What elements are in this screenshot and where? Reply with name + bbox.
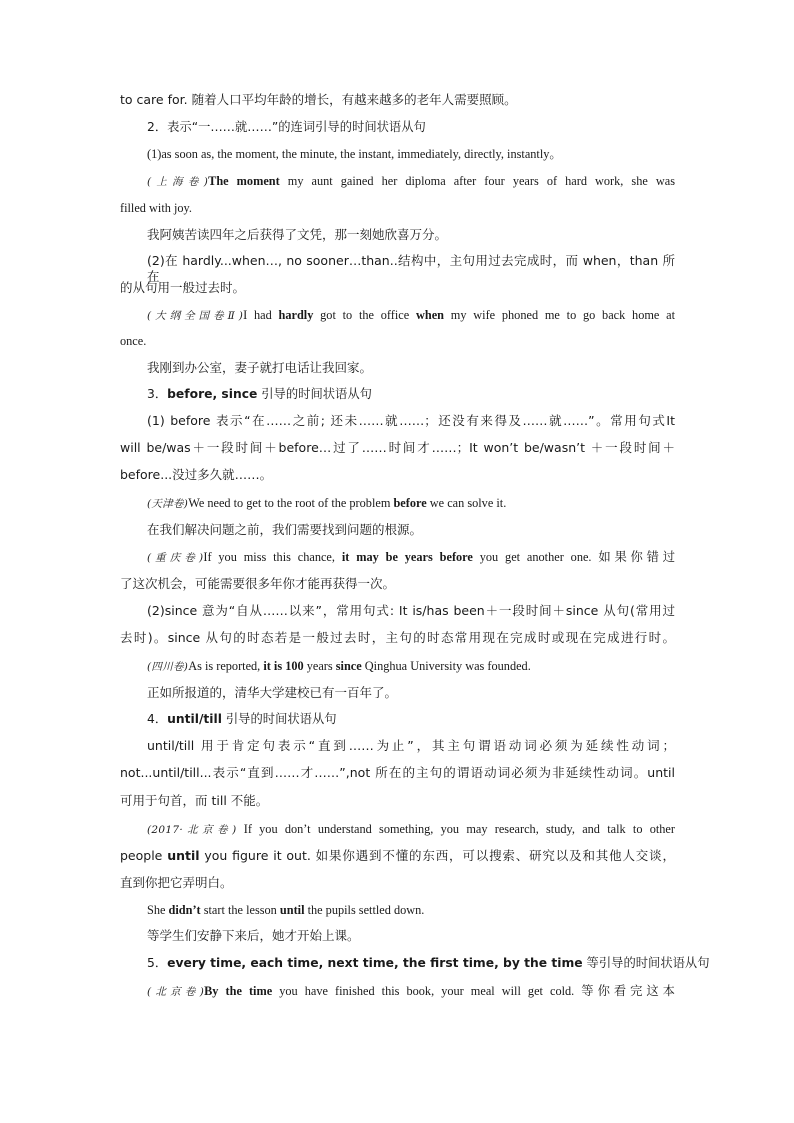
text-segment: 去时)。since 从句的时态若是一般过去时，主句的时态常用现在完成时或现在完成进行时。 — [120, 630, 675, 645]
source-tag: (四川卷) — [147, 661, 189, 673]
text-line — [120, 333, 675, 349]
text-line — [147, 658, 675, 675]
text-line — [120, 467, 675, 483]
bold-term: didn’t — [168, 903, 201, 917]
text-line — [120, 440, 675, 456]
text-segment: the pupils settled down. — [304, 903, 425, 917]
text-segment: I had — [243, 308, 279, 322]
text-line — [120, 200, 675, 216]
text-line — [147, 738, 675, 754]
text-segment: got to the office — [313, 308, 416, 322]
text-segment: 可用于句首，而 till 不能。 — [120, 793, 269, 808]
text-segment: to care for. — [120, 92, 192, 107]
text-line — [147, 386, 675, 402]
text-line — [147, 821, 675, 838]
text-segment: 引导的时间状语从句 — [221, 712, 337, 726]
text-segment: 5． — [147, 956, 168, 970]
text-line — [147, 227, 675, 243]
text-segment: 我刚到办公室，妻子就打电话让我回家。 — [147, 360, 373, 375]
bold-term: it may be years before — [341, 550, 473, 564]
text-segment: 在我们解决问题之前，我们需要找到问题的根源。 — [147, 522, 423, 537]
bold-term: By the time — [204, 984, 273, 998]
text-segment: 等学生们安静下来后，她才开始上课。 — [147, 928, 360, 943]
text-segment: 3． — [147, 387, 168, 401]
text-segment: Qinghua University was founded. — [361, 659, 531, 673]
source-tag: (大纲全国卷Ⅱ) — [147, 310, 244, 322]
bold-term: The moment — [208, 174, 280, 188]
bold-term: since — [335, 659, 362, 673]
text-segment: 2．表示“一……就……”的连词引导的时间状语从句 — [147, 120, 426, 134]
text-segment: 了这次机会，可能需要很多年你才能再获得一次。 — [120, 576, 396, 591]
text-segment: If you miss this chance, — [203, 550, 342, 564]
text-segment: (2)since 意为“自从……以来”，常用句式: It is/has been＋一段时间＋since 从句(常用过 — [147, 603, 675, 618]
text-line — [147, 928, 675, 944]
text-line — [147, 522, 675, 538]
text-line — [120, 630, 675, 646]
bold-term: when — [415, 308, 445, 322]
bold-term: it is 100 — [263, 659, 304, 673]
text-line — [120, 280, 675, 296]
text-segment: 随着人口平均年龄的增长，有越来越多的老年人需要照顾。 — [191, 92, 517, 107]
text-segment: As is reported, — [188, 659, 264, 673]
text-line — [120, 875, 675, 891]
text-segment: we can solve it. — [426, 496, 507, 510]
text-segment: people — [120, 848, 168, 863]
text-line — [147, 495, 675, 512]
bold-term: until — [279, 903, 305, 917]
text-line — [147, 173, 675, 190]
bold-term: before — [393, 496, 427, 510]
text-segment: will be/was＋一段时间＋before…过了……时间才……；It won’t be/wasn’t ＋一段时间＋ — [120, 440, 675, 455]
text-line — [147, 711, 675, 727]
text-line — [147, 983, 675, 1000]
source-tag: (天津卷) — [147, 498, 189, 510]
text-line — [120, 576, 675, 592]
text-line — [147, 119, 675, 135]
text-segment: 引导的时间状语从句 — [257, 387, 372, 401]
text-line — [147, 685, 675, 701]
text-line — [120, 793, 675, 809]
text-segment: (1) before 表示“在……之前; 还未……就……；还没有来得及……就……”。常用句式It — [147, 413, 675, 428]
text-line — [147, 603, 675, 619]
text-segment: 的从句用一般过去时。 — [120, 280, 246, 295]
text-segment: once. — [120, 334, 147, 348]
bold-term: every time, each time, next time, the first time, by the time — [167, 956, 583, 970]
source-tag: (北京卷) — [147, 986, 205, 998]
bold-term: until — [167, 848, 200, 863]
text-line — [147, 307, 675, 324]
text-segment: filled with joy. — [120, 201, 192, 215]
text-segment: my aunt gained her diploma after four years of hard work, she was — [279, 174, 675, 188]
bold-term: before, since — [167, 387, 258, 401]
text-segment: (1)as soon as, the moment, the minute, the instant, immediately, directly, instantly。 — [147, 147, 562, 161]
bold-term: hardly — [278, 308, 314, 322]
text-segment: 正如所报道的，清华大学建校已有一百年了。 — [147, 685, 398, 700]
text-segment: before...没过多久就……。 — [120, 467, 273, 482]
text-segment: If you don’t understand something, you may research, study, and talk to other — [236, 822, 675, 836]
text-line — [120, 848, 675, 864]
text-segment: 4． — [147, 712, 168, 726]
text-line — [147, 413, 675, 429]
text-segment: (2)在 hardly...when…, no sooner…than..结构中，主句用过去完成时，而 when，than 所在 — [147, 253, 675, 284]
text-line — [120, 92, 675, 108]
text-segment: start the lesson — [200, 903, 280, 917]
text-segment: you get another one. 如果你错过 — [472, 550, 675, 564]
text-line — [147, 360, 675, 376]
text-segment: until/till 用于肯定句表示“直到……为止”，其主句谓语动词必须为延续性动词； — [147, 738, 675, 753]
text-segment: not...until/till...表示“直到……才……”,not 所在的主句的谓语动词必须为非延续性动词。until — [120, 765, 675, 780]
text-line — [147, 549, 675, 566]
text-segment: 直到你把它弄明白。 — [120, 875, 233, 890]
text-line — [120, 765, 675, 781]
text-line — [147, 902, 675, 918]
source-tag: (重庆卷) — [147, 552, 204, 564]
source-tag: (上海卷) — [147, 176, 209, 188]
text-segment: 等引导的时间状语从句 — [582, 956, 710, 970]
text-segment: 我阿姨苦读四年之后获得了文凭，那一刻她欣喜万分。 — [147, 227, 448, 242]
text-segment: She — [147, 903, 169, 917]
text-segment: you have finished this book, your meal will get cold. 等你看完这本 — [272, 984, 675, 998]
text-segment: you figure it out. 如果你遇到不懂的东西，可以搜索、研究以及和其他人交谈， — [199, 848, 675, 863]
text-line — [147, 955, 710, 971]
text-line — [147, 146, 675, 162]
text-segment: years — [303, 659, 336, 673]
source-tag: (2017·北京卷) — [147, 824, 237, 836]
bold-term: until/till — [167, 712, 222, 726]
text-segment: my wife phoned me to go back home at — [444, 308, 676, 322]
text-segment: We need to get to the root of the problem — [188, 496, 394, 510]
